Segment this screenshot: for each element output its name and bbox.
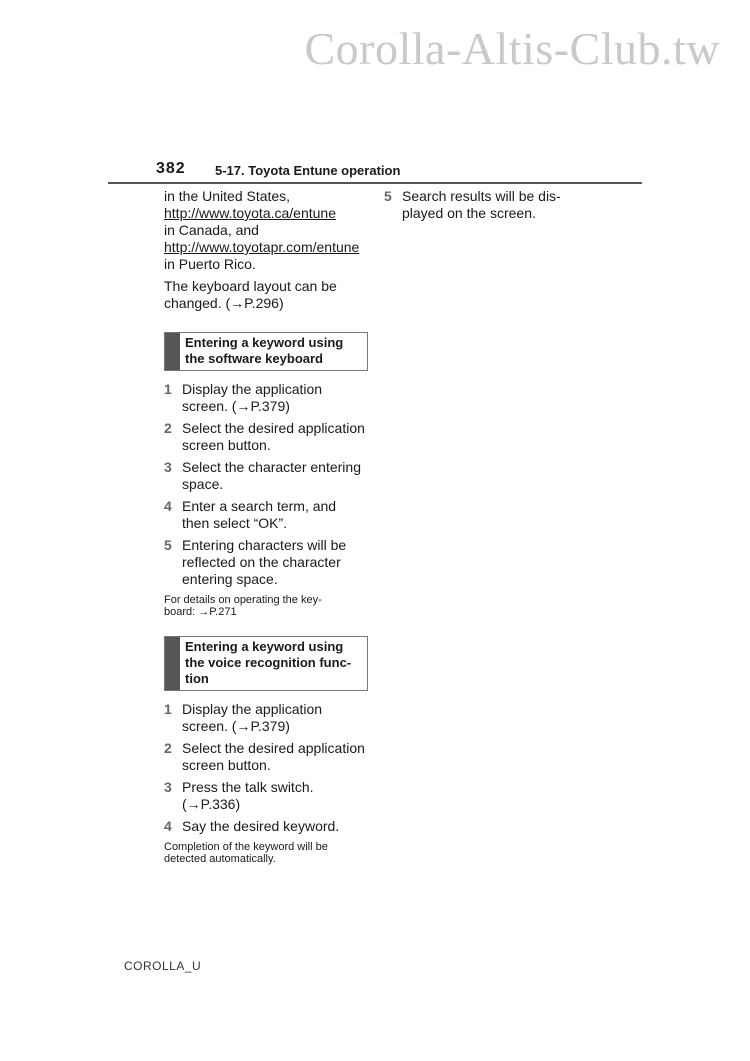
page-number: 382 [156,160,186,177]
step-item [384,188,574,222]
step-text: screen. (→P.379) [182,718,290,734]
step-item [164,818,368,835]
step-text: Display the application [182,381,323,397]
intro-line: in Canada, and [164,222,259,238]
step-number: 1 [164,381,172,397]
step-number: 4 [164,498,172,514]
step-text: played on the screen. [402,205,536,221]
step-number: 5 [384,188,392,204]
step-item [164,381,368,415]
heading-line: the software keyboard [185,351,323,366]
heading-software-keyboard [164,332,368,371]
step-text: screen button. [182,757,271,773]
step-number: 2 [164,740,172,756]
keyboard-line: The keyboard layout can be [164,278,337,294]
step-text: space. [182,476,224,492]
heading-line: Entering a keyword using [185,335,344,350]
step-text: Press the talk switch. [182,779,314,795]
keyboard-note [164,594,368,618]
note-line: For details on operating the key- [164,594,322,606]
step-text: then select “OK”. [182,515,288,531]
step-number: 1 [164,701,172,717]
step-item [164,459,368,493]
canada-url-link[interactable]: http://www.toyota.ca/entune [164,205,336,221]
voice-recognition-steps [164,701,368,835]
step-text: Enter a search term, and [182,498,337,514]
step-item [164,537,368,588]
step-number: 4 [164,818,172,834]
step-number: 3 [164,779,172,795]
step-number: 5 [164,537,172,553]
heading-line: the voice recognition func- [185,655,352,670]
intro-line: in the United States, [164,188,291,204]
note-line: detected automatically. [164,853,276,865]
keyboard-layout-paragraph [164,278,368,312]
heading-line: tion [185,671,209,686]
section-title: 5-17. Toyota Entune operation [215,163,401,178]
keyboard-line: changed. (→P.296) [164,295,284,311]
step-item [164,740,368,774]
note-line: Completion of the keyword will be [164,841,328,853]
heading-voice-recognition [164,636,368,691]
step-text: Select the desired application [182,740,365,756]
step-item [164,420,368,454]
step-item [164,779,368,813]
step-text: (→P.336) [182,796,241,812]
step-text: Select the desired application [182,420,365,436]
intro-line: in Puerto Rico. [164,256,256,272]
heading-line: Entering a keyword using [185,639,344,654]
heading-bar [165,637,180,690]
step-text: reflected on the character [182,554,341,570]
heading-bar [165,333,180,370]
intro-paragraph [164,188,368,273]
step-text: Say the desired keyword. [182,818,340,834]
left-column [164,188,368,865]
step-item [164,498,368,532]
step-text: screen button. [182,437,271,453]
watermark-logo: Corolla-Altis-Club.tw [304,23,720,74]
note-line: board: →P.271 [164,606,237,618]
software-keyboard-steps [164,381,368,588]
step-text: Display the application [182,701,323,717]
puerto-rico-url-link[interactable]: http://www.toyotapr.com/entune [164,239,360,255]
page-header [108,160,642,185]
step-number: 3 [164,459,172,475]
step-text: Search results will be dis- [402,188,561,204]
header-rule [108,182,642,184]
step-number: 2 [164,420,172,436]
step-text: Select the character entering [182,459,361,475]
step-text: screen. (→P.379) [182,398,290,414]
footer-model-code: COROLLA_U [124,959,202,973]
step-text: Entering characters will be [182,537,347,553]
step-text: entering space. [182,571,278,587]
right-column [384,188,574,227]
step-item [164,701,368,735]
voice-note [164,841,368,865]
